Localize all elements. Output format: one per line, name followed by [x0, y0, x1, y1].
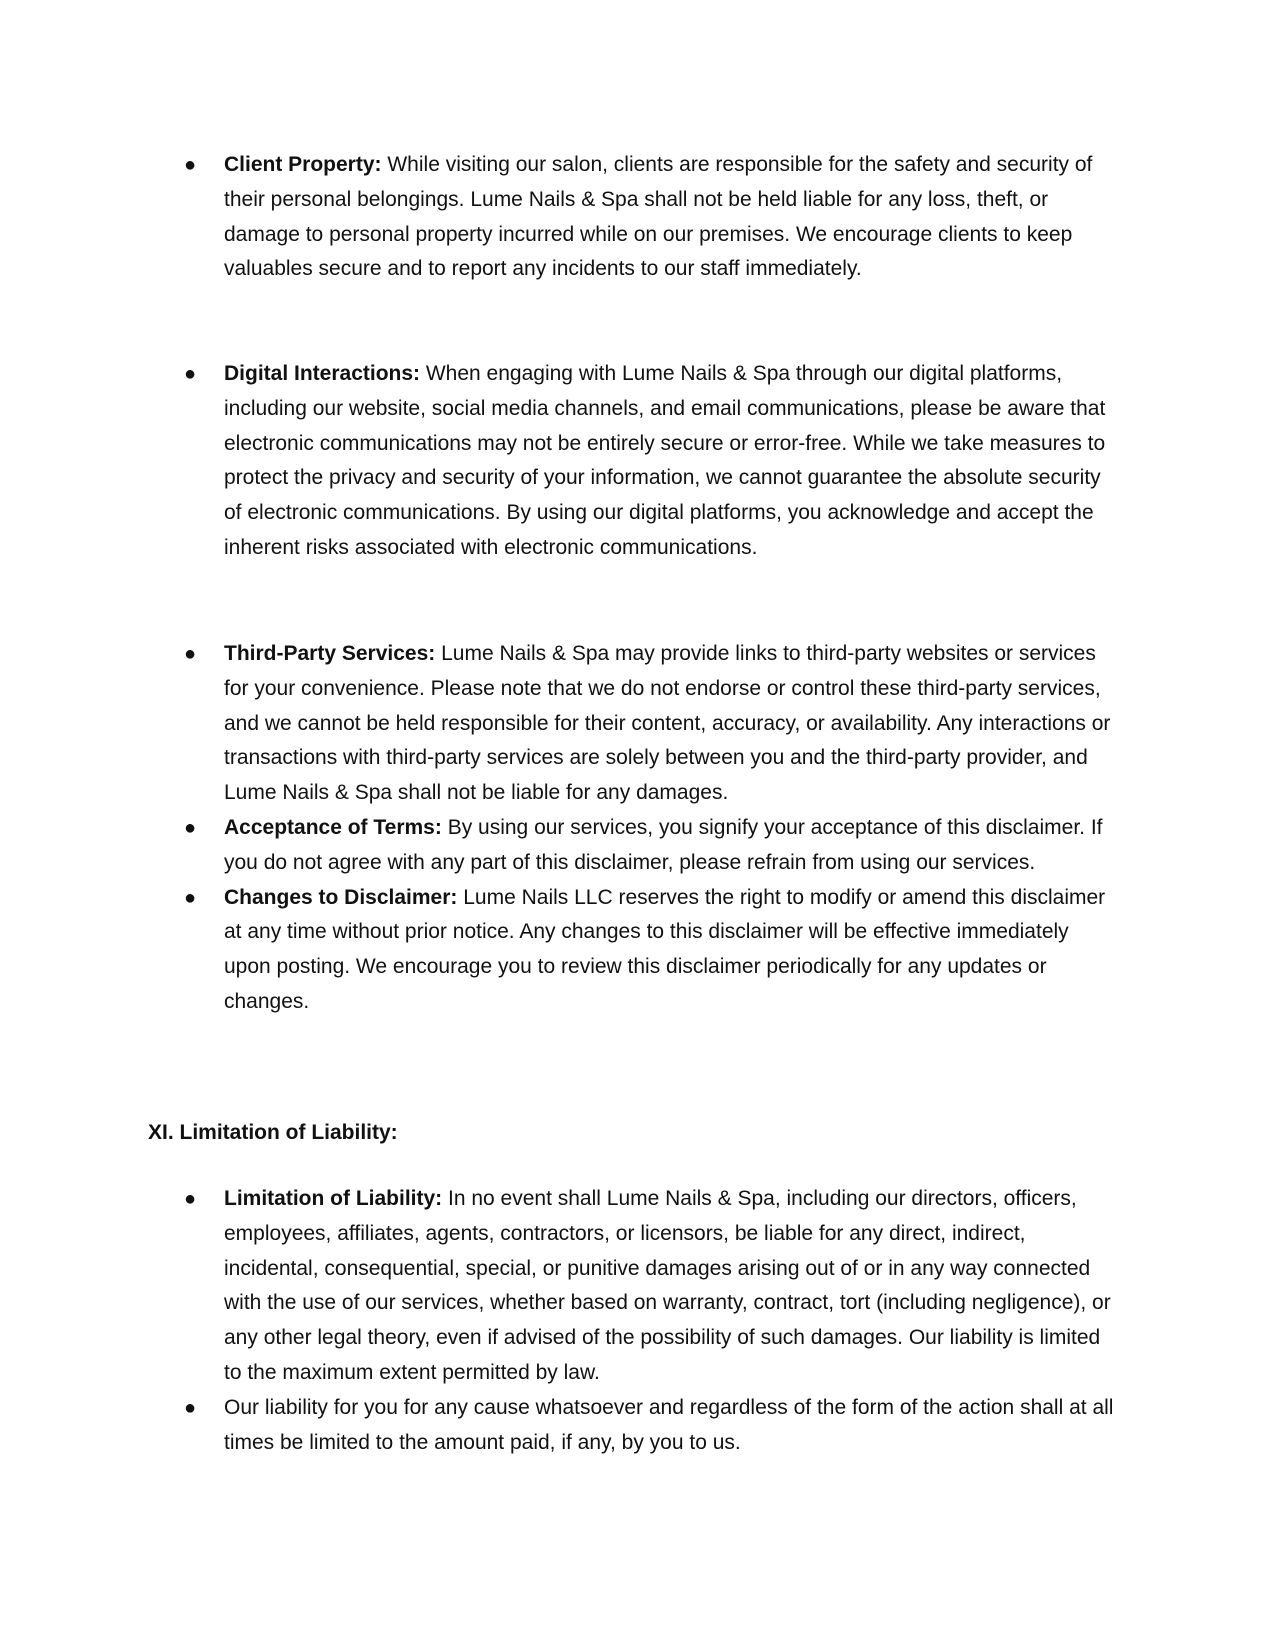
list-item [184, 881, 1114, 1020]
bullet-icon: ● [184, 816, 197, 839]
item-text: While visiting our salon, clients are responsible for the safety and security of their personal belongings. Lume Nails & Spa shall not be held liable for any loss, theft, or damage to personal property incurred while on our premises. We encourage clients to keep valuables secure and to report any incidents to our staff immediately. [224, 153, 1093, 281]
item-label: Acceptance of Terms: [224, 815, 442, 839]
bullet-icon: ● [184, 1188, 197, 1210]
item-text: Lume Nails & Spa may provide links to third-party websites or services for your convenience. Please note that we do not endorse or control these third-party services, and we cannot be held responsible for their content, accuracy, or availability. Any interactions or transactions with third-party services are solely between you and the third-party provider, and Lume Nails & Spa shall not be liable for any damages. [224, 642, 1111, 805]
list-item [184, 357, 1114, 566]
bullet-icon: ● [184, 1396, 197, 1419]
list-item [184, 1182, 1114, 1391]
item-text: In no event shall Lume Nails & Spa, including our directors, officers, employees, affiliates, agents, contractors, or licensors, be liable for any direct, indirect, incidental, consequential, special, or punitive damages arising out of or in any way connected with the use of our services, whether based on warranty, contract, tort (including negligence), or any other legal theory, even if advised of the possibility of such damages. Our liability is limited to the maximum extent permitted by law. [224, 1187, 1111, 1384]
list-item [184, 637, 1114, 811]
bullet-icon: ● [184, 886, 197, 909]
bullet-list-digital-interactions [184, 357, 1114, 566]
list-item [184, 1391, 1114, 1461]
item-text: By using our services, you signify your acceptance of this disclaimer. If you do not agree with any part of this disclaimer, please refrain from using our services. [224, 815, 1103, 874]
item-label: Digital Interactions: [224, 362, 421, 385]
bullet-icon: ● [184, 363, 197, 385]
item-text: Lume Nails LLC reserves the right to modify or amend this disclaimer at any time without prior notice. Any changes to this disclaimer will be effective immediately upon posting. We encourage you to review this disclaimer periodically for any updates or changes. [224, 885, 1106, 1013]
item-text: When engaging with Lume Nails & Spa through our digital platforms, including our website, social media channels, and email communications, please be aware that electronic communications may not be entirely secure or error-free. While we take measures to protect the privacy and security of your information, we cannot guarantee the absolute security of electronic communications. By using our digital platforms, you acknowledge and accept the inherent risks associated with electronic communications. [224, 362, 1106, 559]
item-label: Changes to Disclaimer: [224, 885, 458, 909]
bullet-icon: ● [184, 154, 197, 176]
list-item [184, 148, 1114, 287]
item-text: Our liability for you for any cause whatsoever and regardless of the form of the action shall at all times be limited to the amount paid, if any, by you to us. [224, 1395, 1114, 1454]
bullet-list-third-party [184, 637, 1114, 1020]
list-item [184, 811, 1114, 881]
section-heading: XI. Limitation of Liability: [148, 1121, 398, 1144]
bullet-list-limitation [184, 1182, 1114, 1460]
item-label: Client Property: [224, 153, 382, 176]
item-label: Third-Party Services: [224, 642, 436, 665]
bullet-list-client-property [184, 148, 1114, 287]
bullet-icon: ● [184, 643, 197, 665]
item-label: Limitation of Liability: [224, 1187, 443, 1210]
